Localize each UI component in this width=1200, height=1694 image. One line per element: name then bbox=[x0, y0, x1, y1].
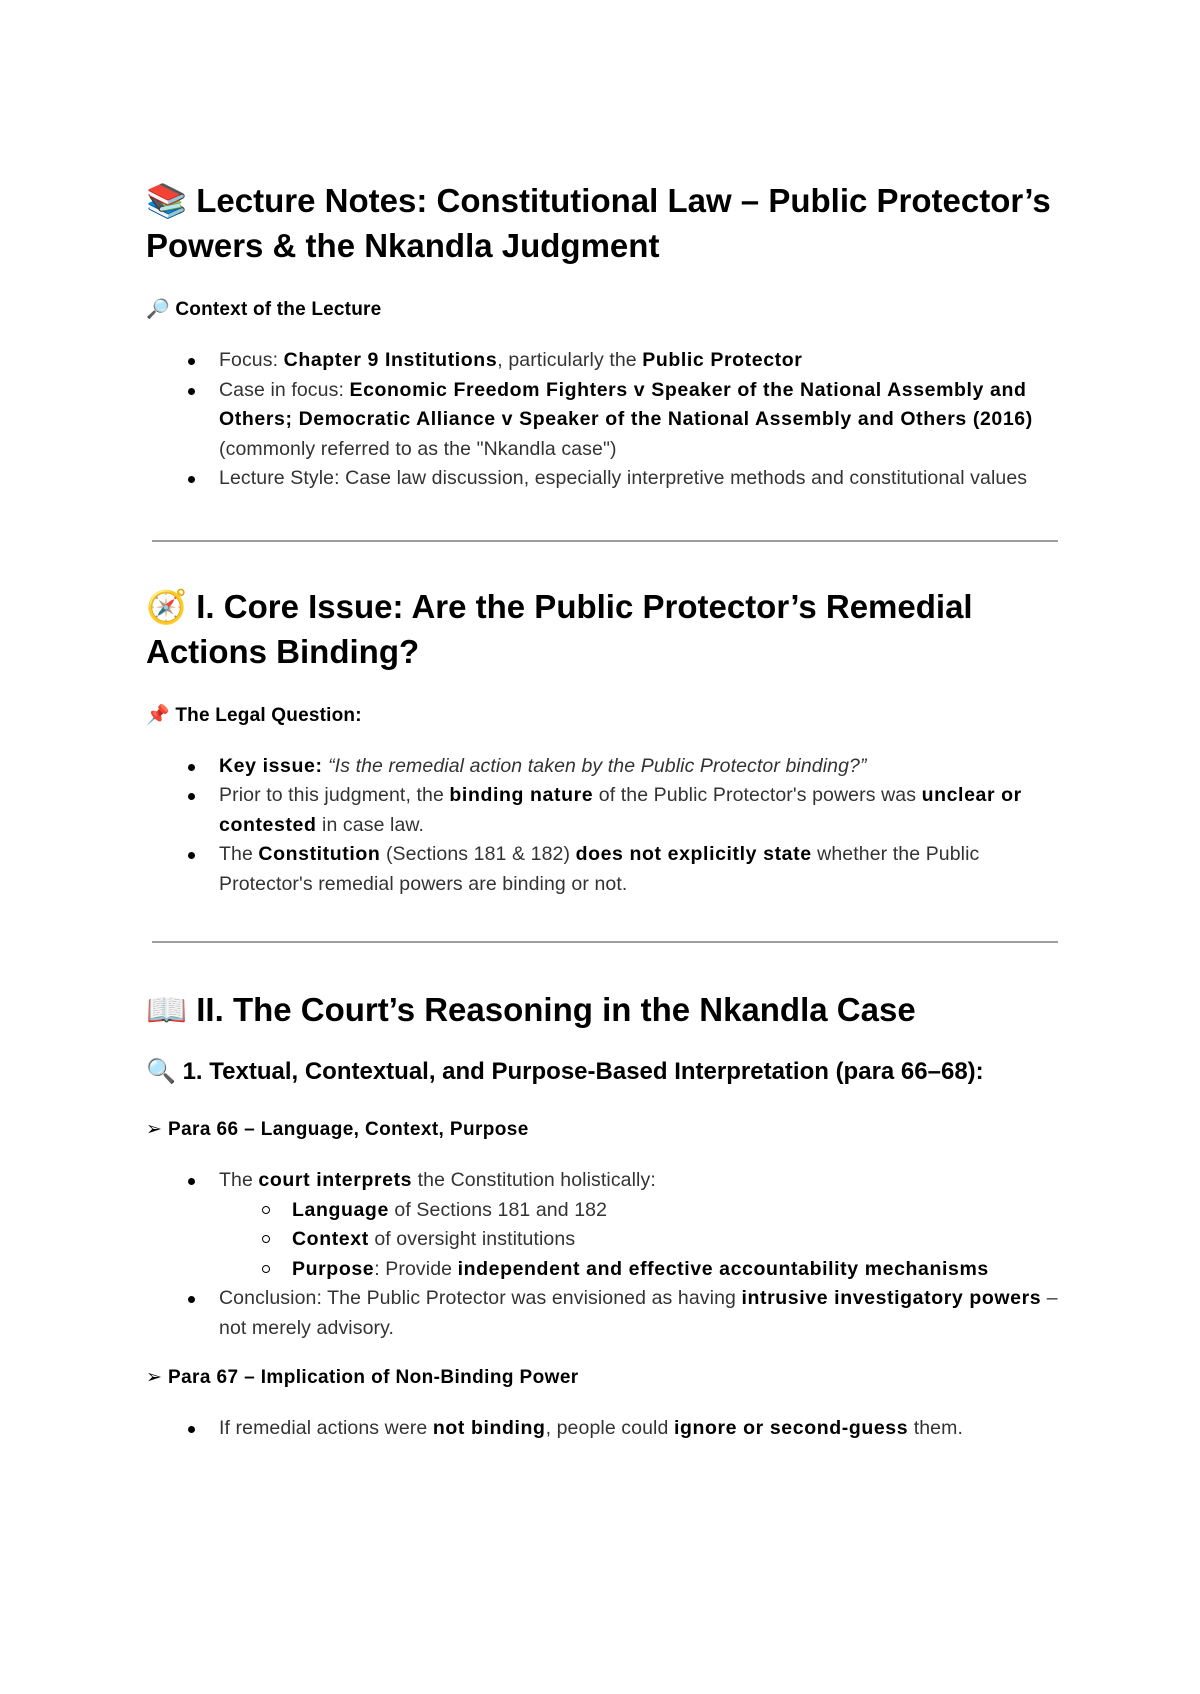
para66-list bbox=[146, 1166, 1066, 1343]
magnifier-left-icon: 🔍 bbox=[146, 1057, 176, 1085]
magnifier-right-icon: 🔎 bbox=[146, 298, 170, 320]
list-item: Lecture Style: Case law discussion, especially interpretive methods and constitutional values bbox=[146, 464, 1066, 494]
page-title bbox=[146, 178, 1066, 268]
list-item: The court interprets the Constitution holistically: Language of Sections 181 and 182 Context of oversight institutions Purpose: Provide independent and effective accountability mechanisms bbox=[146, 1166, 1066, 1284]
para66-sublist bbox=[219, 1196, 1066, 1285]
section-heading-core-issue: 🧭 I. Core Issue: Are the Public Protector’s Remedial Actions Binding? bbox=[146, 584, 1066, 674]
list-item: The Constitution (Sections 181 & 182) does not explicitly state whether the Public Protector's remedial powers are binding or not. bbox=[146, 840, 1066, 899]
list-item: If remedial actions were not binding, people could ignore or second-guess them. bbox=[146, 1414, 1066, 1444]
document-content bbox=[146, 178, 1066, 1444]
para67-heading: ➢ Para 67 – Implication of Non-Binding Power bbox=[146, 1367, 579, 1388]
list-item: Focus: Chapter 9 Institutions, particularly the Public Protector bbox=[146, 346, 1066, 376]
list-item: Conclusion: The Public Protector was envisioned as having intrusive investigatory powers – not merely advisory. bbox=[146, 1284, 1066, 1343]
para67-list bbox=[146, 1414, 1066, 1444]
context-list bbox=[146, 346, 1066, 494]
section-heading-court-reasoning: 📖 II. The Court’s Reasoning in the Nkandla Case bbox=[146, 987, 1066, 1032]
list-item: Case in focus: Economic Freedom Fighters v Speaker of the National Assembly and Others; Democratic Alliance v Speaker of the National Assembly and Others (2016) (commonly referred to as the "Nkandla case") bbox=[146, 376, 1066, 465]
section-divider bbox=[152, 941, 1058, 943]
context-heading: 🔎 Context of the Lecture bbox=[146, 298, 382, 320]
interpretation-heading: 🔍 1. Textual, Contextual, and Purpose-Based Interpretation (para 66–68): bbox=[146, 1054, 1066, 1089]
section-divider bbox=[152, 540, 1058, 542]
page-title-text: Lecture Notes: Constitutional Law – Public Protector’s Powers & the Nkandla Judgment bbox=[146, 182, 1051, 264]
compass-icon: 🧭 bbox=[146, 586, 188, 626]
legal-question-heading: 📌 The Legal Question: bbox=[146, 703, 362, 726]
open-book-icon: 📖 bbox=[146, 990, 188, 1029]
list-item: Key issue: “Is the remedial action taken by the Public Protector binding?” bbox=[146, 752, 1066, 782]
books-icon: 📚 bbox=[146, 181, 188, 220]
list-item: Context of oversight institutions bbox=[219, 1225, 1066, 1255]
para66-heading: ➢ Para 66 – Language, Context, Purpose bbox=[146, 1119, 529, 1140]
legal-question-list bbox=[146, 752, 1066, 900]
list-item: Prior to this judgment, the binding nature of the Public Protector's powers was unclear or contested in case law. bbox=[146, 781, 1066, 840]
pushpin-icon: 📌 bbox=[146, 703, 170, 726]
list-item: Purpose: Provide independent and effective accountability mechanisms bbox=[219, 1255, 1066, 1285]
list-item: Language of Sections 181 and 182 bbox=[219, 1196, 1066, 1226]
